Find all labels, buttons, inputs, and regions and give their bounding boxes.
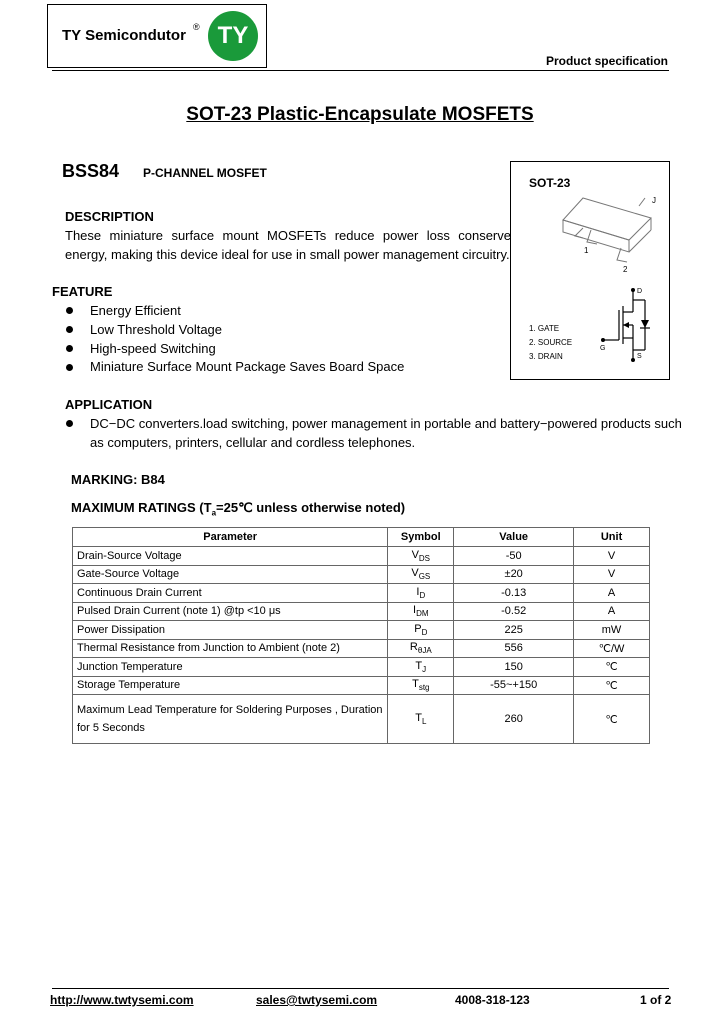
table-row: Maximum Lead Temperature for Soldering Purposes , Duration for 5 Seconds $T_L$ 260 ℃: [73, 695, 650, 744]
source-letter: S: [637, 353, 642, 360]
bullet-icon: [66, 420, 73, 427]
description-line-2: energy, making this device ideal for use in small power management circuitry.: [65, 247, 510, 262]
part-number: BSS84: [62, 161, 120, 181]
pin-marker-2: 2: [623, 265, 628, 274]
column-header: Parameter: [73, 528, 388, 547]
gate-letter: G: [600, 345, 606, 352]
application-heading: APPLICATION: [65, 397, 153, 412]
table-header-row: [73, 528, 650, 547]
table-row: Gate-Source Voltage $V_{GS}$ ±20 V: [73, 565, 650, 584]
feature-item: High-speed Switching: [90, 341, 216, 356]
pin-2-label: 2. SOURCE: [529, 338, 573, 347]
footer-phone: 4008-318-123: [455, 993, 530, 1007]
table-row: Pulsed Drain Current (note 1) @tp <10 μs $I_{DM}$ -0.52 A: [73, 602, 650, 621]
page-title: SOT-23 Plastic-Encapsulate MOSFETS: [186, 104, 534, 125]
bullet-icon: [66, 364, 73, 371]
pin-1-label: 1. GATE: [529, 324, 560, 333]
diode-icon: [641, 320, 649, 328]
column-header: Symbol: [388, 528, 454, 547]
pin-marker-1: 1: [584, 246, 589, 255]
table-row: Drain-Source Voltage $V_{DS}$ -50 V: [73, 547, 650, 566]
pin-3-label: 3. DRAIN: [529, 352, 563, 361]
feature-item: Energy Efficient: [90, 303, 181, 318]
bullet-icon: [66, 307, 73, 314]
header-divider: [52, 70, 669, 71]
application-line-1: DC−DC converters.load switching, power management in portable and battery−powered products such: [90, 416, 682, 431]
footer-page-number: 1 of 2: [640, 993, 672, 1007]
arrow-icon: [623, 322, 629, 328]
marking: MARKING: B84: [71, 472, 165, 487]
feature-item: Miniature Surface Mount Package Saves Board Space: [90, 359, 405, 374]
pin-marker-j: J: [652, 196, 656, 205]
column-header: Unit: [574, 528, 650, 547]
table-row: Continuous Drain Current $I_D$ -0.13 A: [73, 584, 650, 603]
product-specification-label: Product specification: [545, 54, 668, 68]
description-line-1: These miniature surface mount MOSFETs reduce power loss conserve: [65, 228, 511, 243]
package-drawing: [511, 190, 669, 378]
bullet-icon: [66, 345, 73, 352]
table-row: Junction Temperature $T_J$ 150 ℃: [73, 658, 650, 677]
sot23-package-outline: [563, 198, 651, 262]
table-row: Power Dissipation $P_D$ 225 mW: [73, 621, 650, 640]
company-name: TY Semicondutor: [62, 27, 186, 44]
package-label: SOT-23: [529, 176, 571, 190]
description-heading: DESCRIPTION: [65, 209, 154, 224]
footer-url[interactable]: http://www.twtysemi.com: [50, 993, 194, 1007]
company-logo: TY: [208, 11, 258, 61]
table-row: Thermal Resistance from Junction to Ambient (note 2) $R_{\theta JA}$ 556 ℃/W: [73, 639, 650, 658]
bullet-icon: [66, 326, 73, 333]
feature-item: Low Threshold Voltage: [90, 322, 223, 337]
part-type: P-CHANNEL MOSFET: [143, 166, 267, 180]
footer-divider: [52, 988, 669, 989]
maximum-ratings-table: [72, 527, 650, 744]
column-header: Value: [454, 528, 574, 547]
ratings-heading: MAXIMUM RATINGS ($T_a=25℃$ unless otherwise noted): [71, 500, 406, 518]
table-row: Storage Temperature $T_{stg}$ -55~+150 ℃: [73, 676, 650, 695]
registered-mark: ®: [193, 22, 200, 32]
drain-letter: D: [637, 288, 643, 295]
footer-email[interactable]: sales@twtysemi.com: [256, 993, 378, 1007]
feature-heading: FEATURE: [52, 284, 113, 299]
application-line-2: as computers, printers, cellular and cordless telephones.: [90, 435, 416, 450]
